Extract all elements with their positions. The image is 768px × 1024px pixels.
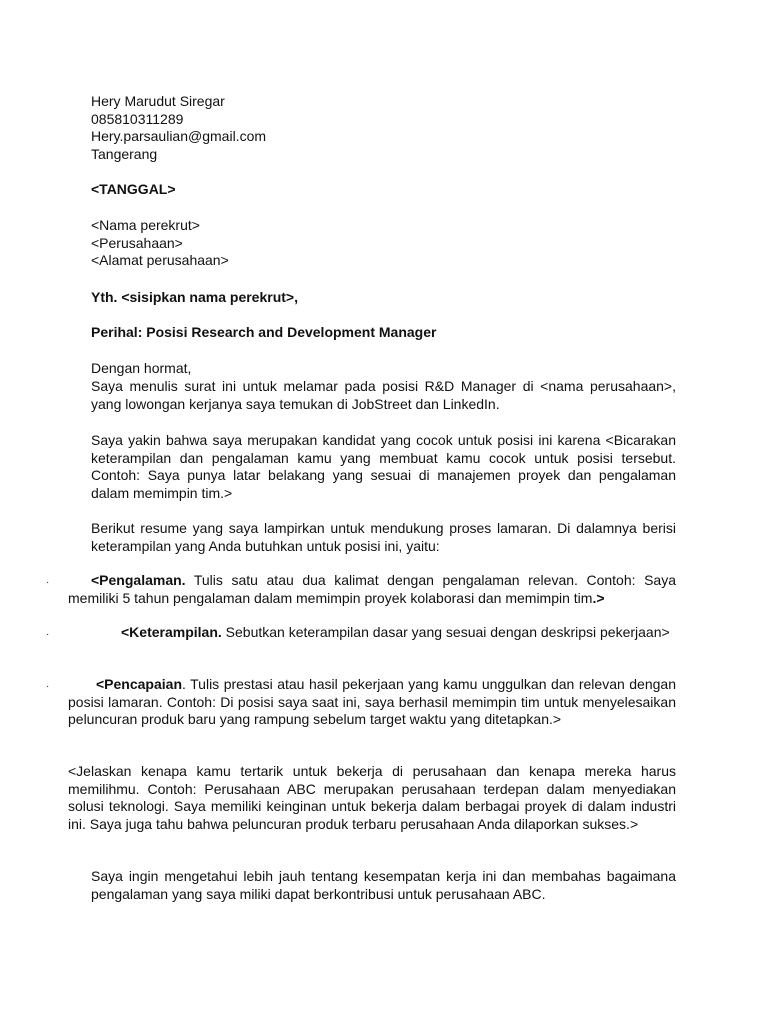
paragraph-closing: Saya ingin mengetahui lebih jauh tentang kesempatan kerja ini dan membahas bagaimana pengalaman yang saya miliki dapat berkontribusi untuk perusahaan ABC. bbox=[91, 868, 676, 902]
recipient-name: <Nama perekrut> bbox=[91, 217, 200, 233]
sender-block bbox=[91, 93, 676, 163]
bullet-end: .> bbox=[592, 589, 605, 606]
recipient-address: <Alamat perusahaan> bbox=[91, 252, 229, 268]
bullet-marker: · bbox=[46, 577, 50, 588]
sender-email: Hery.parsaulian@gmail.com bbox=[91, 128, 267, 144]
bullet-text: Tulis satu atau dua kalimat dengan pengalaman relevan. Contoh: Saya memiliki 5 tahun pengalaman dalam memimpin proyek kolaborasi dan memimpin tim bbox=[68, 572, 676, 606]
bullet-marker: · bbox=[46, 629, 50, 640]
paragraph-fit: Saya yakin bahwa saya merupakan kandidat yang cocok untuk posisi ini karena <Bicarakan keterampilan dan pengalaman kamu yang membuat kamu cocok untuk posisi tersebut. Contoh: Saya punya latar belakang yang sesuai di manajemen proyek dan pengalaman dalam memimpin tim.> bbox=[91, 432, 676, 501]
greeting: Dengan hormat, bbox=[91, 360, 192, 376]
recipient-company: <Perusahaan> bbox=[91, 234, 183, 251]
bullet-label: <Pengalaman. bbox=[91, 572, 186, 588]
bullet-text: Sebutkan keterampilan dasar yang sesuai dengan deskripsi pekerjaan> bbox=[221, 624, 670, 640]
sender-city: Tangerang bbox=[91, 145, 158, 162]
bullet-pengalaman bbox=[68, 572, 676, 607]
bullet-marker: · bbox=[46, 681, 50, 692]
paragraph-intro: Saya menulis surat ini untuk melamar pada posisi R&D Manager di <nama perusahaan>, yang lowongan kerjanya saya temukan di JobStreet dan LinkedIn. bbox=[91, 378, 676, 412]
bullet-pencapaian bbox=[68, 676, 676, 729]
paragraph-resume: Berikut resume yang saya lampirkan untuk mendukung proses lamaran. Di dalamnya berisi keterampilan yang Anda butuhkan untuk posisi ini, yaitu: bbox=[91, 520, 676, 554]
paragraph-why: <Jelaskan kenapa kamu tertarik untuk bekerja di perusahaan dan kenapa mereka harus memilihmu. Contoh: Perusahaan ABC merupakan perusahaan terdepan dalam menyediakan solusi teknologi. Saya memiliki keinginan untuk bekerja dalam berbagai proyek di dalam industri ini. Saya juga tahu bahwa peluncuran produk terbaru perusahaan Anda dilaporkan sukses.> bbox=[68, 763, 676, 832]
bullet-text: . Tulis prestasi atau hasil pekerjaan yang kamu unggulkan dan relevan dengan posisi lamaran. Contoh: Di posisi saya saat ini, saya berhasil memimpin tim untuk menyelesaikan peluncuran produk baru yang rampung sebelum target waktu yang ditetapkan.> bbox=[68, 676, 676, 727]
sender-phone: 085810311289 bbox=[91, 110, 184, 127]
salutation: Yth. <sisipkan nama perekrut>, bbox=[91, 289, 298, 305]
date-placeholder: <TANGGAL> bbox=[91, 181, 176, 197]
subject-line: Perihal: Posisi Research and Development Manager bbox=[91, 324, 437, 340]
recipient-block bbox=[91, 217, 676, 270]
sender-name: Hery Marudut Siregar bbox=[91, 93, 225, 109]
bullet-keterampilan bbox=[68, 624, 676, 642]
bullet-label: <Pencapaian bbox=[96, 676, 182, 692]
bullet-label: <Keterampilan. bbox=[121, 624, 222, 640]
